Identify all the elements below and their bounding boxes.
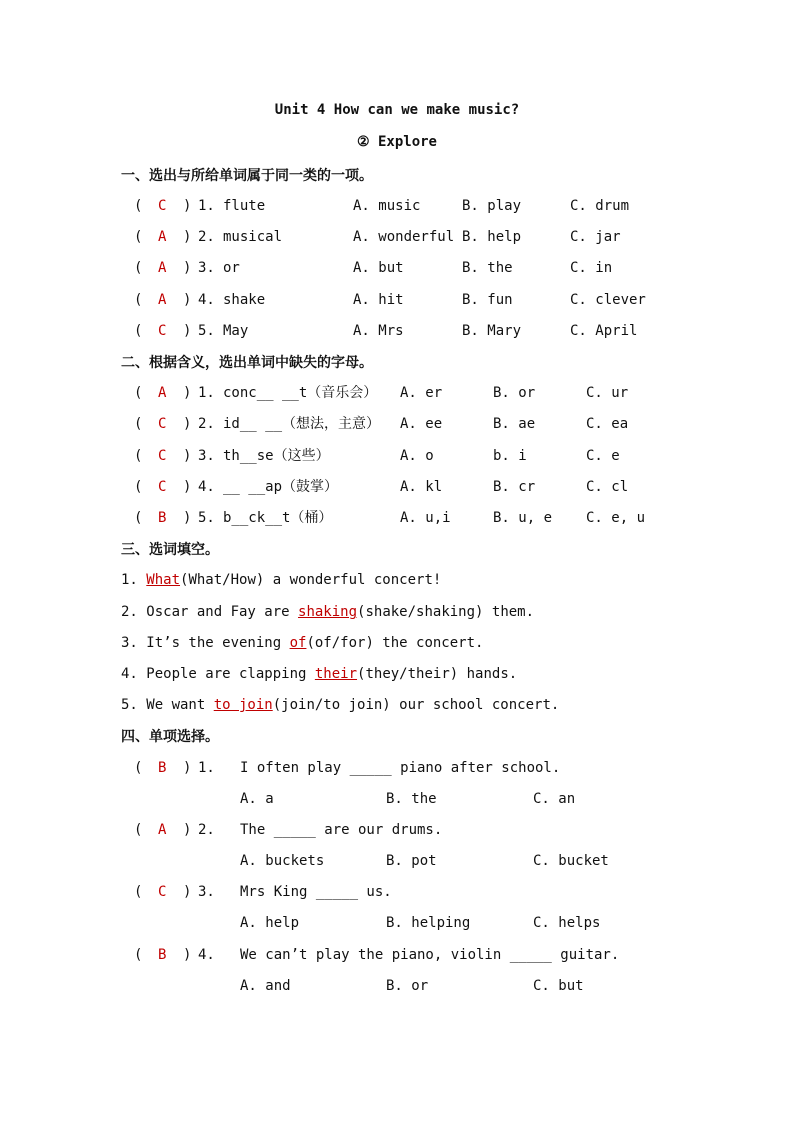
answer-letter: C (158, 448, 167, 464)
option-b: B. or (386, 978, 429, 994)
option-a: A. but (353, 260, 404, 276)
option-a: A. er (400, 385, 443, 401)
paren-open: ( (134, 510, 143, 526)
answer-letter: C (158, 479, 167, 495)
question-number: 2. (198, 822, 215, 838)
word-with-blanks: id__ __（想法，主意） (223, 416, 381, 432)
filled-answer: to join (213, 697, 273, 713)
option-b: B. the (386, 791, 437, 807)
option-a: A. hit (353, 292, 404, 308)
paren-open: ( (134, 260, 143, 276)
answer-letter: A (158, 292, 167, 308)
answer-letter: B (158, 760, 167, 776)
paren-close: ) (183, 385, 192, 401)
paren-close: ) (183, 323, 192, 339)
given-word: or (223, 260, 240, 276)
question-number: 4. (198, 479, 215, 495)
option-c: C. ea (586, 416, 629, 432)
option-b: b. i (493, 448, 527, 464)
fill-in-sentence (121, 633, 483, 653)
fill-in-sentence (121, 695, 559, 715)
word-with-blanks: conc__ __t（音乐会） (223, 385, 378, 401)
answer-letter: B (158, 947, 167, 963)
option-c: C. e (586, 448, 620, 464)
option-b: B. ae (493, 416, 536, 432)
paren-open: ( (134, 822, 143, 838)
fill-in-sentence (121, 570, 441, 590)
given-word: May (223, 323, 249, 339)
option-c: C. an (533, 791, 576, 807)
paren-close: ) (183, 822, 192, 838)
paren-close: ) (183, 198, 192, 214)
question-number: 2. (198, 229, 215, 245)
filled-answer: shaking (298, 604, 358, 620)
option-c: C. helps (533, 915, 601, 931)
paren-open: ( (134, 229, 143, 245)
sentence-start: 3. It’s the evening (121, 635, 290, 651)
option-a: A. Mrs (353, 323, 404, 339)
option-b: B. pot (386, 853, 437, 869)
option-a: A. a (240, 791, 274, 807)
paren-open: ( (134, 947, 143, 963)
option-b: B. the (462, 260, 513, 276)
question-number: 1. (198, 385, 215, 401)
sentence-start: 1. (121, 572, 147, 588)
question-number: 4. (198, 292, 215, 308)
answer-letter: C (158, 198, 167, 214)
paren-open: ( (134, 884, 143, 900)
option-b: B. helping (386, 915, 471, 931)
question-number: 3. (198, 884, 215, 900)
answer-letter: A (158, 260, 167, 276)
paren-close: ) (183, 479, 192, 495)
sentence-end: (join/to join) our school concert. (272, 697, 560, 713)
sentence-end: (What/How) a wonderful concert! (180, 572, 442, 588)
paren-close: ) (183, 760, 192, 776)
paren-close: ) (183, 260, 192, 276)
paren-close: ) (183, 947, 192, 963)
question-number: 1. (198, 760, 215, 776)
option-b: B. u, e (493, 510, 553, 526)
option-b: B. cr (493, 479, 536, 495)
question-text: We can’t play the piano, violin _____ guitar. (240, 947, 620, 963)
question-number: 3. (198, 448, 215, 464)
paren-open: ( (134, 760, 143, 776)
page-title: Unit 4 How can we make music? (274, 102, 520, 118)
sentence-end: (shake/shaking) them. (357, 604, 535, 620)
question-number: 5. (198, 323, 215, 339)
option-a: A. ee (400, 416, 443, 432)
option-c: C. April (570, 323, 638, 339)
filled-answer: of (289, 635, 307, 651)
option-b: B. Mary (462, 323, 522, 339)
paren-close: ) (183, 448, 192, 464)
section-2-heading: 二、根据含义，选出单词中缺失的字母。 (121, 355, 373, 371)
option-a: A. help (240, 915, 300, 931)
sentence-start: 2. Oscar and Fay are (121, 604, 299, 620)
given-word: flute (223, 198, 266, 214)
option-b: B. fun (462, 292, 513, 308)
paren-open: ( (134, 198, 143, 214)
question-text: I often play _____ piano after school. (240, 760, 561, 776)
paren-open: ( (134, 448, 143, 464)
paren-close: ) (183, 510, 192, 526)
answer-letter: A (158, 229, 167, 245)
paren-close: ) (183, 884, 192, 900)
option-a: A. wonderful (353, 229, 455, 245)
paren-open: ( (134, 416, 143, 432)
question-number: 1. (198, 198, 215, 214)
option-b: B. play (462, 198, 522, 214)
option-a: A. and (240, 978, 291, 994)
question-text: The _____ are our drums. (240, 822, 443, 838)
paren-open: ( (134, 479, 143, 495)
question-text: Mrs King _____ us. (240, 884, 392, 900)
paren-close: ) (183, 229, 192, 245)
sentence-end: (of/for) the concert. (306, 635, 484, 651)
sentence-start: 4. People are clapping (121, 666, 315, 682)
question-number: 4. (198, 947, 215, 963)
word-with-blanks: __ __ap（鼓掌） (223, 479, 339, 495)
paren-open: ( (134, 323, 143, 339)
word-with-blanks: th__se（这些） (223, 448, 330, 464)
paren-open: ( (134, 385, 143, 401)
option-a: A. buckets (240, 853, 325, 869)
sentence-end: (they/their) hands. (357, 666, 518, 682)
filled-answer: their (314, 666, 358, 682)
option-a: A. u,i (400, 510, 451, 526)
option-a: A. o (400, 448, 434, 464)
option-a: A. music (353, 198, 421, 214)
paren-open: ( (134, 292, 143, 308)
section-1-heading: 一、选出与所给单词属于同一类的一项。 (121, 168, 373, 184)
option-a: A. kl (400, 479, 443, 495)
option-c: C. e, u (586, 510, 646, 526)
option-c: C. ur (586, 385, 629, 401)
page-subtitle: ② Explore (357, 134, 437, 150)
option-c: C. drum (570, 198, 630, 214)
question-number: 3. (198, 260, 215, 276)
option-b: B. or (493, 385, 536, 401)
question-number: 5. (198, 510, 215, 526)
option-c: C. cl (586, 479, 629, 495)
option-c: C. but (533, 978, 584, 994)
answer-letter: A (158, 822, 167, 838)
sentence-start: 5. We want (121, 697, 214, 713)
option-c: C. in (570, 260, 613, 276)
fill-in-sentence (121, 664, 517, 684)
section-3-heading: 三、选词填空。 (121, 542, 219, 558)
word-with-blanks: b__ck__t（桶） (223, 510, 333, 526)
section-4-heading: 四、单项选择。 (121, 729, 219, 745)
option-c: C. clever (570, 292, 646, 308)
answer-letter: C (158, 416, 167, 432)
paren-close: ) (183, 292, 192, 308)
fill-in-sentence (121, 602, 534, 622)
filled-answer: What (146, 572, 181, 588)
answer-letter: A (158, 385, 167, 401)
question-number: 2. (198, 416, 215, 432)
given-word: shake (223, 292, 266, 308)
option-b: B. help (462, 229, 522, 245)
answer-letter: C (158, 323, 167, 339)
option-c: C. jar (570, 229, 621, 245)
answer-letter: B (158, 510, 167, 526)
option-c: C. bucket (533, 853, 609, 869)
given-word: musical (223, 229, 283, 245)
answer-letter: C (158, 884, 167, 900)
paren-close: ) (183, 416, 192, 432)
